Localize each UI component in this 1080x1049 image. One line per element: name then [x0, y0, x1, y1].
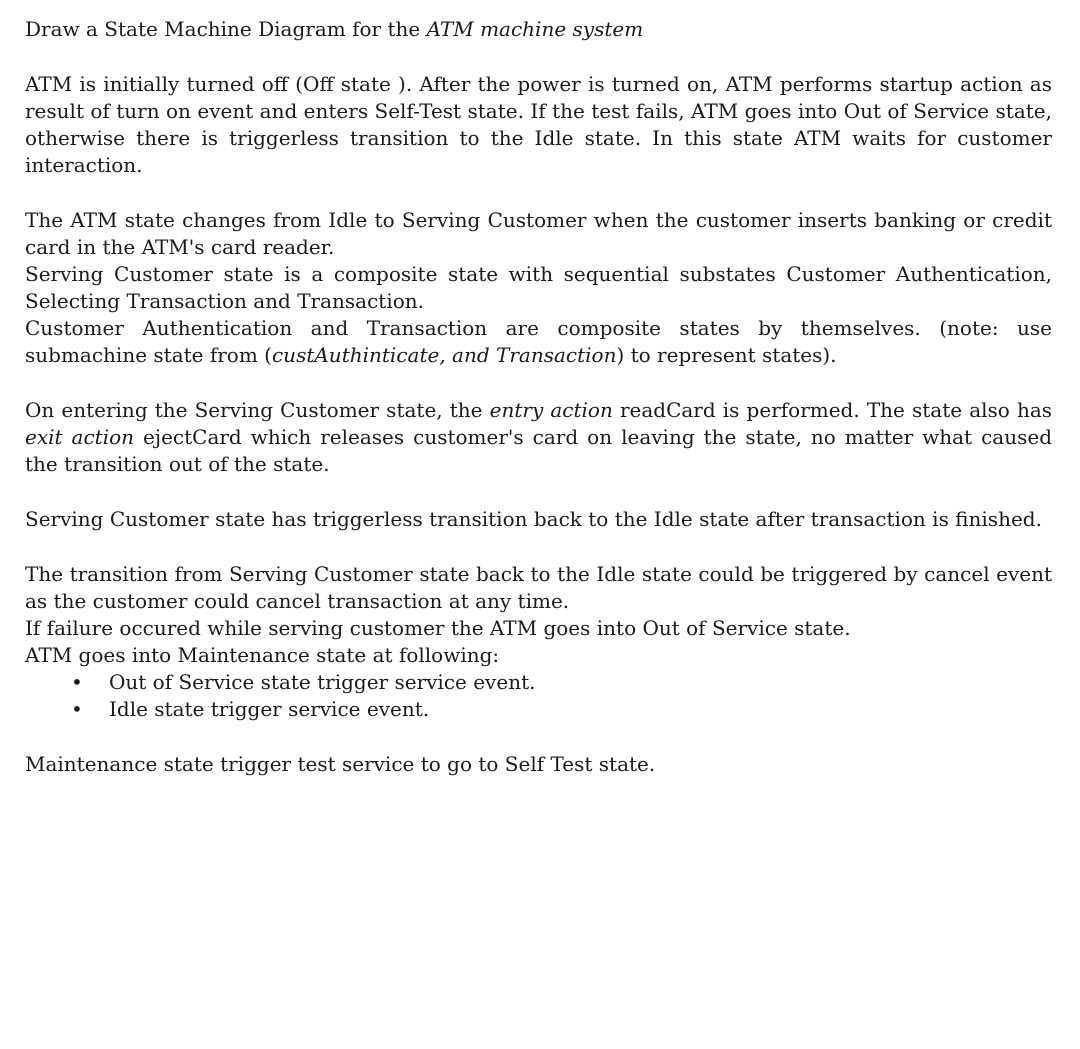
- paragraph-failure: If failure occured while serving customer the ATM goes into Out of Service state.: [25, 616, 851, 640]
- assignment-heading: [25, 16, 1052, 43]
- paragraph-composite-state: Serving Customer state is a composite state with sequential substates Customer Authentication, Selecting Transaction and Transaction.: [25, 262, 1052, 313]
- paragraph-startup: ATM is initially turned off (Off state ). After the power is turned on, ATM performs startup action as result of turn on event and enters Self-Test state. If the test fails, ATM goes into Out of Service state, otherwise there is triggerless transition to the Idle state. In this state ATM waits for customer interaction.: [25, 72, 1052, 177]
- heading-lead: Draw a State Machine Diagram for the: [25, 17, 427, 41]
- paragraph-triggerless-return: Serving Customer state has triggerless transition back to the Idle state after transaction is finished.: [25, 507, 1042, 531]
- paragraph-cancel-transition: The transition from Serving Customer state back to the Idle state could be triggered by cancel event as the customer could cancel transaction at any time.: [25, 562, 1052, 613]
- paragraph-entry-exit-actions: [25, 397, 1052, 478]
- submachine-note-italic: custAuthinticate, and Transaction: [271, 343, 617, 367]
- list-item: • Out of Service state trigger service event.: [109, 669, 1052, 696]
- submachine-note-text-a: Customer Authentication and Transaction are composite states by themselves. (note: use submachine state from (: [25, 316, 1052, 367]
- entry-action-italic: entry action: [489, 398, 613, 422]
- entry-exit-text-b: readCard is performed. The state also has: [612, 398, 1053, 422]
- list-item: • Idle state trigger service event.: [109, 696, 1052, 723]
- heading-italic: ATM machine system: [426, 17, 644, 41]
- paragraph-submachine-note: [25, 315, 1052, 369]
- exit-action-italic: exit action: [25, 425, 135, 449]
- paragraph-maintenance-test: Maintenance state trigger test service to go to Self Test state.: [25, 752, 656, 776]
- maintenance-triggers-list: [25, 669, 1052, 723]
- entry-exit-text-c: ejectCard which releases customer's card on leaving the state, no matter what caused the transition out of the state.: [25, 425, 1052, 476]
- paragraph-idle-to-serving: The ATM state changes from Idle to Serving Customer when the customer inserts banking or credit card in the ATM's card reader.: [25, 208, 1052, 259]
- paragraph-maintenance-intro: ATM goes into Maintenance state at following:: [25, 643, 500, 667]
- submachine-note-text-b: ) to represent states).: [616, 343, 837, 367]
- entry-exit-text-a: On entering the Serving Customer state, the: [25, 398, 490, 422]
